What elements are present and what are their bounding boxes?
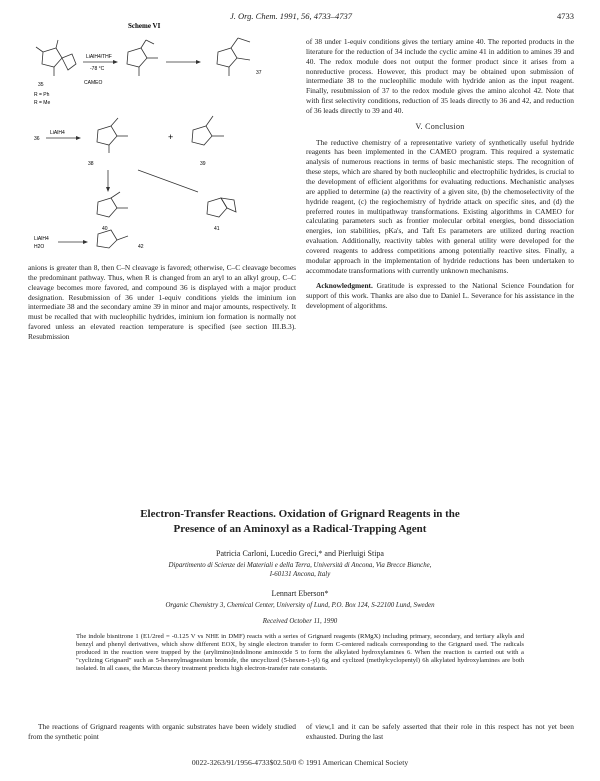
reagent-lialh4-thf: LiAlH4/THF bbox=[86, 54, 112, 60]
reagent-lialh4-2: LiAlH4 bbox=[50, 130, 65, 136]
label-r-me: R = Me bbox=[34, 100, 51, 106]
right-paragraph-1: of 38 under 1-equiv conditions gives the tertiary amine 40. The reported products in the literature for the reduction of 34 include the cyclic amine 41 in addition to amines 39 and 40. The redox module does not output the former product since it arises from a nonreductive process. However, this product may be obtained upon submission of intermediate 38 to the nucleophilic module with hydride anion as the input reagent. Finally, resubmission of 37 to the redox module gives the amino alcohol 42. Note that with first selectivity conditions, reduction of 35 leads directly to 36 and 42, and reduction of 36 leads directly to 39 and 40. bbox=[306, 37, 574, 115]
right-column bbox=[306, 37, 574, 311]
article-title-line-2: Presence of an Aminoxyl as a Radical-Trapping Agent bbox=[173, 523, 427, 535]
left-column bbox=[28, 263, 296, 342]
authors-group-2: Lennart Eberson* bbox=[271, 589, 329, 598]
label-42: 42 bbox=[138, 244, 144, 250]
molecule-42 bbox=[97, 230, 128, 248]
label-40: 40 bbox=[102, 226, 108, 232]
scheme-vi bbox=[28, 22, 298, 252]
scheme-diagram bbox=[28, 22, 298, 252]
left-paragraph: anions is greater than 8, then C–N cleavage is favored; otherwise, C–C cleavage becomes the predominant pathway. Thus, when R is changed from an aryl to an alkyl group, C–C cleavage becomes more favored, and compound 36 is displayed with a major product designation. Resubmission of 36 under 1-equiv conditions yields the iminium ion intermediate 38 and the secondary amine 39 in minor and major amounts, respectively. It must be recalled that with nucleophilic hydrides, iminium ion formation is normally not favored unless an elevated reaction temperature is specified (see section III.B.3). Resubmission bbox=[28, 263, 296, 341]
plus-sign: + bbox=[168, 132, 174, 142]
molecule-34 bbox=[36, 40, 76, 76]
molecule-40 bbox=[97, 192, 128, 217]
body-right-start: of view,1 and it can be safely asserted that their role in this respect has not yet been exhausted. During the last bbox=[306, 722, 574, 741]
label-37: 37 bbox=[256, 70, 262, 76]
label-r-ph: R = Ph bbox=[34, 92, 50, 98]
affiliation-1-line-1: Dipartimento di Scienze dei Materiali e della Terra, Università di Ancona, Via Brecce Bianche, bbox=[168, 562, 432, 569]
label-41: 41 bbox=[214, 226, 220, 232]
molecule-37 bbox=[217, 38, 250, 76]
conclusion-heading: V. Conclusion bbox=[415, 121, 465, 131]
authors-group-1: Patricia Carloni, Lucedio Greci,* and Pierluigi Stipa bbox=[216, 549, 384, 558]
affiliation-1 bbox=[50, 561, 550, 579]
body-left-start: The reactions of Grignard reagents with organic substrates have been widely studied from the synthetic point bbox=[28, 722, 296, 741]
affiliation-2: Organic Chemistry 3, Chemical Center, University of Lund, P.O. Box 124, S-22100 Lund, Sweden bbox=[165, 602, 435, 609]
molecule-39 bbox=[192, 116, 224, 145]
label-38: 38 bbox=[88, 161, 94, 167]
acknowledgment-heading: Acknowledgment. bbox=[316, 281, 373, 291]
affiliation-1-line-2: I-60131 Ancona, Italy bbox=[269, 571, 331, 578]
article-title-line-1: Electron-Transfer Reactions. Oxidation of Grignard Reagents in the bbox=[140, 508, 460, 520]
reagent-h2o: H2O bbox=[34, 244, 45, 250]
label-35: 35 bbox=[38, 82, 44, 88]
running-header: J. Org. Chem. 1991, 56, 4733–4737 bbox=[230, 11, 352, 21]
reagent-lialh4-3: LiAlH4 bbox=[34, 236, 49, 242]
footer-copyright: 0022-3263/91/1956-4733$02.50/0 © 1991 American Chemical Society bbox=[191, 758, 409, 767]
molecule-41 bbox=[207, 198, 236, 217]
label-cameo: CAMEO bbox=[84, 80, 103, 86]
label-36: 36 bbox=[34, 136, 40, 142]
received-date: Received October 11, 1990 bbox=[262, 618, 338, 625]
reagent-temp: -78 °C bbox=[90, 66, 105, 72]
page-number: 4733 bbox=[557, 11, 574, 21]
conclusion-paragraph: The reductive chemistry of a representative variety of synthetically useful hydride reagents has been implemented in the CAMEO program. This required a systematic analysis of numerous reactions in terms of basic mechanistic steps. The recognition of these steps, which are shared by both nucleophilic and electrophilic hydrides, is crucial to the development of efficient algorithms for evaluating reductions. Mechanistic analyses are applied to determine (a) the reactivity of a given site, (b) the chemoselectivity of the hydride reagent, (c) the regiochemistry of hydride attack on specific sites, and (d) the preferred routes in multipathway transformations. Existing algorithms in CAMEO for calculating parameters such as frontier molecular orbital energies, bond dissociation energies, ion stabilities, pKa's, and Taft Es parameters are utilized during reaction evaluation. Additionally, reactivity tables with general utility were developed for the covered reagents to address competitions among potentially reactive sites. Finally, a modular approach in the implementation of hydride reductions has been undertaken to accommodate transformations with currently unknown mechanisms. bbox=[306, 137, 574, 275]
label-39: 39 bbox=[200, 161, 206, 167]
acknowledgment-text: Gratitude is expressed to the National Science Foundation for support of this work. Thanks are also due to Daniel L. Severance for his assistance in the development of algorithms. bbox=[306, 281, 574, 311]
molecule-intermediate bbox=[127, 40, 158, 76]
article-title bbox=[60, 507, 540, 537]
acknowledgment-paragraph bbox=[306, 281, 574, 311]
abstract: The indole bisnitrone 1 (E1/2red = -0.125 V vs NHE in DMF) reacts with a series of Grignard reagents (RMgX) including primary, secondary, and tertiary alkyls and benzyl and phenyl derivatives, which show different EOX, by single electron transfer to form C-centered radicals corresponding to the Grignard used. The radicals produced in the reaction were trapped by the (arylimino)indolinone aminoxide 5 to form the alkylated hydroxylamines 6. When the reaction is carried out with a "cyclizing Grignard" such as 5-hexenylmagnesium bromide, the uncyclized (5-hexen-1-yl) 6g and cyclized (methylcyclopentyl) 6h alkylated hydroxylamines are both isolated. In all cases, the Marcus theory treatment predicts high electron-transfer rate constants. bbox=[76, 633, 524, 673]
scheme-title: Scheme VI bbox=[128, 22, 161, 30]
molecule-38 bbox=[97, 118, 128, 153]
